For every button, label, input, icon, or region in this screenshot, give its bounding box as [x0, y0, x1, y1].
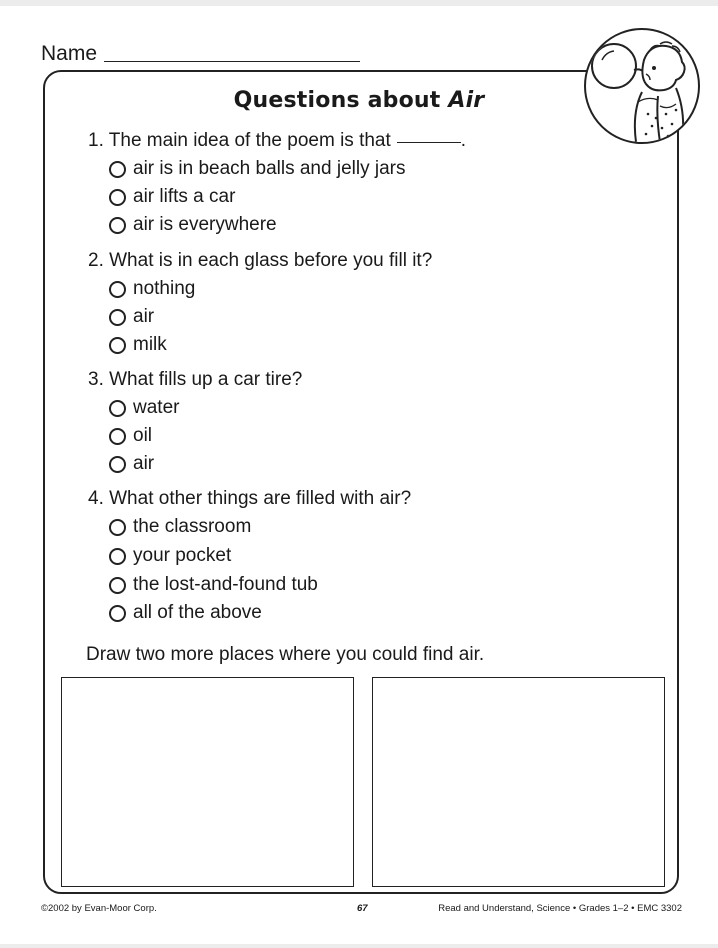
option-label: the lost-and-found tub: [133, 574, 318, 595]
title-prefix: Questions about: [233, 88, 449, 113]
drawing-prompt: Draw two more places where you could find air.: [86, 644, 485, 665]
radio-circle-icon[interactable]: [109, 548, 126, 565]
title-emphasis: Air: [448, 88, 485, 113]
page-title: [0, 88, 718, 113]
option-label: air: [133, 306, 155, 327]
option-4b[interactable]: [109, 545, 231, 567]
option-label: the classroom: [133, 516, 252, 537]
radio-circle-icon[interactable]: [109, 400, 126, 417]
radio-circle-icon[interactable]: [109, 577, 126, 594]
question-4: [88, 488, 411, 510]
option-2b[interactable]: [109, 306, 154, 328]
option-label: milk: [133, 334, 167, 355]
drawing-box-left[interactable]: [61, 677, 354, 887]
name-label: Name: [41, 42, 98, 65]
option-1c[interactable]: [109, 214, 277, 236]
radio-circle-icon[interactable]: [109, 281, 126, 298]
footer-series: Read and Understand, Science • Grades 1–2 • EMC 3302: [438, 903, 682, 914]
child-blowing-bubble-icon: [584, 28, 700, 144]
radio-circle-icon[interactable]: [109, 519, 126, 536]
option-3c[interactable]: [109, 453, 154, 475]
question-text: 1. The main idea of the poem is that: [88, 130, 391, 151]
question-text: 2. What is in each glass before you fill it?: [88, 250, 433, 271]
option-label: water: [133, 397, 180, 418]
radio-circle-icon[interactable]: [109, 456, 126, 473]
option-4a[interactable]: [109, 516, 251, 538]
option-label: air: [133, 453, 155, 474]
question-suffix: .: [460, 130, 467, 151]
radio-circle-icon[interactable]: [109, 189, 126, 206]
option-label: your pocket: [133, 545, 232, 566]
radio-circle-icon[interactable]: [109, 161, 126, 178]
footer-copyright: ©2002 by Evan-Moor Corp.: [41, 903, 157, 914]
option-label: all of the above: [133, 602, 262, 623]
question-1: [88, 130, 466, 152]
radio-circle-icon[interactable]: [109, 605, 126, 622]
radio-circle-icon[interactable]: [109, 428, 126, 445]
radio-circle-icon[interactable]: [109, 217, 126, 234]
option-label: air is in beach balls and jelly jars: [133, 158, 406, 179]
question-text: 4. What other things are filled with air?: [88, 488, 412, 509]
option-3a[interactable]: [109, 397, 179, 419]
option-1a[interactable]: [109, 158, 405, 180]
option-label: air is everywhere: [133, 214, 277, 235]
name-line[interactable]: [104, 61, 360, 62]
option-label: air lifts a car: [133, 186, 236, 207]
option-1b[interactable]: [109, 186, 235, 208]
option-label: nothing: [133, 278, 196, 299]
question-2: [88, 250, 432, 272]
option-2a[interactable]: [109, 278, 195, 300]
option-4d[interactable]: [109, 602, 262, 624]
footer-page-number: 67: [357, 903, 368, 914]
answer-blank: [397, 142, 461, 143]
option-3b[interactable]: [109, 425, 152, 447]
bottom-edge: [0, 944, 718, 948]
radio-circle-icon[interactable]: [109, 309, 126, 326]
drawing-box-right[interactable]: [372, 677, 665, 887]
question-3: [88, 369, 302, 391]
option-4c[interactable]: [109, 574, 318, 596]
option-label: oil: [133, 425, 153, 446]
question-text: 3. What fills up a car tire?: [88, 369, 303, 390]
radio-circle-icon[interactable]: [109, 337, 126, 354]
top-edge: [0, 0, 718, 6]
option-2c[interactable]: [109, 334, 167, 356]
